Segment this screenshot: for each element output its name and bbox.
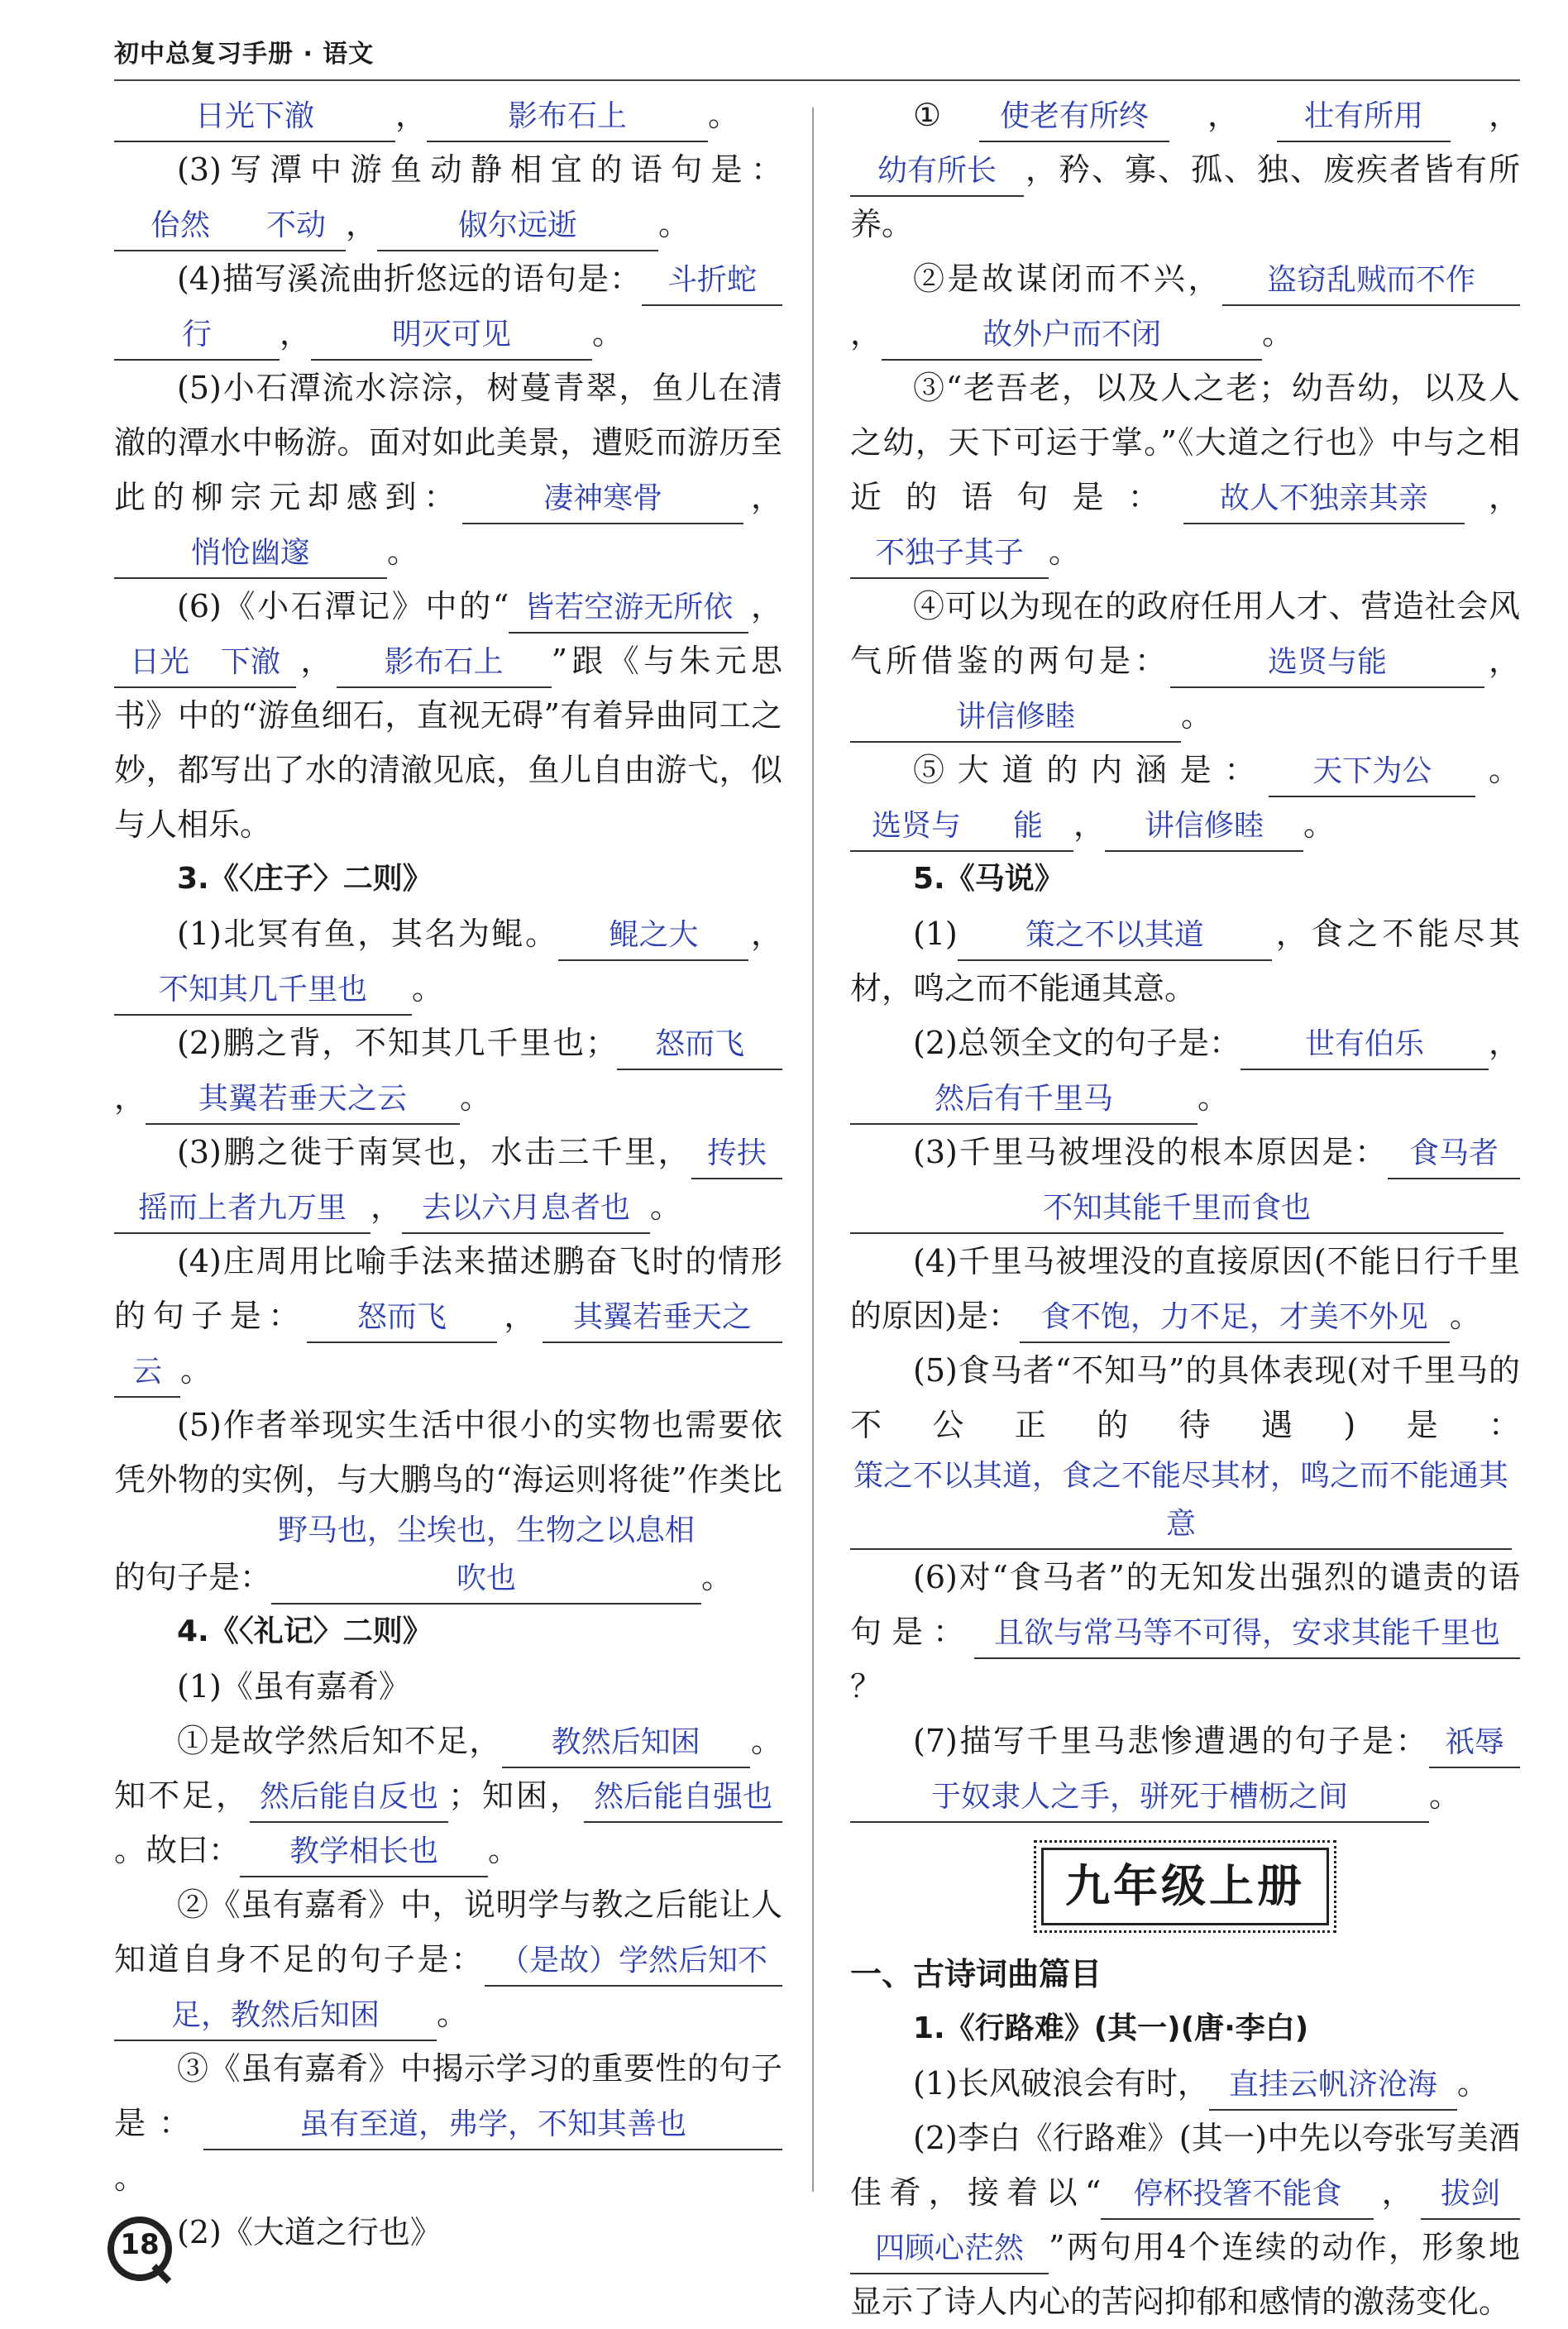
left-item-p6: (1)北冥有鱼，其名为鲲。 鲲之大 ，不知其几千里也 。 <box>114 906 782 1016</box>
right-item-q2: ②是故谋闭而不兴， 盗窃乱贼而不作， 故外户而不闭 。 <box>850 251 1520 361</box>
right-item-q8: (3)千里马被埋没的根本原因是： 食马者不知其能千里而食也 <box>850 1125 1520 1234</box>
answer-blank: 祇辱 <box>1429 1719 1520 1768</box>
left-item-p11: (1)《虽有嘉肴》 <box>177 1668 410 1705</box>
answer-blank: 日光 <box>114 638 205 688</box>
answer-blank: 选贤与 <box>850 802 982 852</box>
answer-blank: 悄怆幽邃 <box>114 529 387 579</box>
answer-blank: 壮有所用 <box>1277 93 1451 142</box>
answer-blank: 其翼若垂天之云 <box>146 1075 460 1125</box>
left-item-p14: ③《虽有嘉肴》中揭示学习的重要性的句子是： 虽有至道，弗学，不知其善也。 <box>114 2050 782 2196</box>
left-item-p15: (2)《大道之行也》 <box>177 2214 442 2250</box>
answer-blank: 拔剑 <box>1421 2170 1520 2220</box>
answer-blank: 然后有千里马 <box>850 1075 1198 1125</box>
answer-blank: 能 <box>982 802 1073 852</box>
answer-blank: 于奴隶人之手，骈死于槽枥之间 <box>850 1773 1429 1823</box>
answer-blank: 且欲与常马等不可得，安求其能千里也 <box>974 1609 1520 1659</box>
answer-blank: 凄神寒骨 <box>462 475 743 524</box>
answer-blank: 教然后知困 <box>502 1719 750 1768</box>
left-item-p5: (6)《小石潭记》中的“ 皆若空游无所依 ，日光 下澈 ， 影布石上 ”跟《与朱元思书》中的“游鱼细石，直视无碍”有着异曲同工之妙，都写出了水的清澈见底，鱼儿自由游弋，似与人相乐。 <box>114 579 782 852</box>
right-item-q7: (2)总领全文的句子是： 世有伯乐 ，然后有千里马 。 <box>850 1016 1520 1125</box>
answer-blank: 然后能自反也 <box>250 1773 448 1823</box>
section-heading: 1.《行路难》(其一)(唐·李白) <box>913 2011 1309 2045</box>
answer-blank: 不知其能千里而食也 <box>850 1184 1503 1234</box>
right-item-q13: (1)长风破浪会有时， 直挂云帆济沧海 。 <box>850 2056 1520 2111</box>
answer-blank: 食马者 <box>1388 1130 1520 1179</box>
answer-blank: 皆若空游无所依 <box>509 584 748 634</box>
right-item-q1: ① 使老有所终 ， 壮有所用 ，幼有所长 ，矜、寡、孤、独、废疾者皆有所养。 <box>850 88 1520 251</box>
left-item-p12: ①是故学然后知不足， 教然后知困 。知不足， 然后能自反也 ；知困， 然后能自强也。故曰： 教学相长也 。 <box>114 1714 782 1877</box>
category-heading: 一、古诗词曲篇目 <box>850 1956 1102 1992</box>
answer-blank: 其翼若垂天之 <box>543 1294 782 1343</box>
answer-blank: 使老有所终 <box>979 93 1169 142</box>
answer-blank: 策之不以其道，食之不能尽其材，鸣之而不能通其意 <box>850 1452 1512 1550</box>
answer-blank: 天下为公 <box>1269 748 1475 797</box>
answer-blank: 直挂云帆济沧海 <box>1209 2061 1457 2111</box>
left-item-p4: (5)小石潭流水淙淙，树蔓青翠，鱼儿在清澈的潭水中畅游。面对如此美景，遭贬而游历至此的柳宗元却感到： 凄神寒骨 ，悄怆幽邃 。 <box>114 361 782 579</box>
answer-blank: 不知其几千里也 <box>114 966 412 1016</box>
answer-blank: （是故）学然后知不 <box>485 1937 782 1987</box>
answer-blank: 幼有所长 <box>850 147 1024 197</box>
answer-blank: 斗折蛇 <box>642 256 782 306</box>
left-item-p10: (5)作者举现实生活中很小的实物也需要依凭外物的实例，与大鹏鸟的“海运则将徙”作类比的句子是：野马也，尘埃也，生物之以息相吹也 。 <box>114 1398 782 1604</box>
answer-blank: 影布石上 <box>427 93 708 142</box>
right-item-q6: (1) 策之不以其道 ，食之不能尽其材，鸣之而不能通其意。 <box>850 906 1520 1016</box>
answer-blank: 选贤与能 <box>1170 638 1484 688</box>
answer-blank: 俶尔远逝 <box>377 202 658 251</box>
left-item-p7: (2)鹏之背，不知其几千里也； 怒而飞， 其翼若垂天之云 。 <box>114 1016 782 1125</box>
right-item-q9: (4)千里马被埋没的直接原因(不能日行千里的原因)是： 食不饱，力不足，才美不外见 。 <box>850 1234 1520 1343</box>
right-item-q3: ③“老吾老，以及人之老；幼吾幼，以及人之幼，天下可运于掌。”《大道之行也》中与之相近的语句是： 故人不独亲其亲 ，不独子其子 。 <box>850 361 1520 579</box>
page-number: 18 <box>120 2228 160 2261</box>
answer-blank: 抟扶 <box>691 1130 782 1179</box>
left-item-p3: (4)描写溪流曲折悠远的语句是： 斗折蛇行 ， 明灭可见 。 <box>114 251 782 361</box>
header-title: 初中总复习手册 · 语文 <box>114 40 375 69</box>
answer-blank: 野马也，尘埃也，生物之以息相吹也 <box>271 1507 701 1604</box>
answer-blank: 鲲之大 <box>558 911 748 961</box>
header-rule <box>114 79 1520 81</box>
left-item-p8: (3)鹏之徙于南冥也，水击三千里， 抟扶摇而上者九万里 ， 去以六月息者也 。 <box>114 1125 782 1234</box>
answer-blank: 去以六月息者也 <box>402 1184 650 1234</box>
answer-blank: 然后能自强也 <box>584 1773 782 1823</box>
right-item-q12: (7)描写千里马悲惨遭遇的句子是： 祇辱于奴隶人之手，骈死于槽枥之间 。 <box>850 1714 1520 1823</box>
answer-blank: 足，教然后知困 <box>114 1992 437 2041</box>
section-heading: 5.《马说》 <box>913 862 1064 896</box>
page-number-badge <box>108 2217 174 2283</box>
section-heading: 4.《〈礼记〉二则》 <box>177 1614 433 1648</box>
answer-blank: 影布石上 <box>337 638 552 688</box>
answer-blank: 不动 <box>246 202 346 251</box>
answer-blank: 怒而飞 <box>617 1021 782 1070</box>
answer-blank: 怒而飞 <box>307 1294 497 1343</box>
answer-blank: 摇而上者九万里 <box>114 1184 370 1234</box>
answer-blank: 策之不以其道 <box>958 911 1272 961</box>
left-item-p9: (4)庄周用比喻手法来描述鹏奋飞时的情形的句子是： 怒而飞 ， 其翼若垂天之云 。 <box>114 1234 782 1398</box>
right-item-q10: (5)食马者“不知马”的具体表现(对千里马的不公正的待遇)是：策之不以其道，食之不能尽其材，鸣之而不能通其意 <box>850 1343 1520 1550</box>
answer-blank: 不独子其子 <box>850 529 1049 579</box>
left-column <box>114 88 782 2260</box>
answer-blank: 故外户而不闭 <box>882 311 1262 361</box>
right-item-q5: ⑤大道的内涵是： 天下为公 。选贤与 能 ， 讲信修睦 。 <box>850 743 1520 852</box>
answer-blank: 教学相长也 <box>240 1828 488 1877</box>
grade-banner-wrap <box>850 1848 1520 1925</box>
answer-blank: 四顾心茫然 <box>850 2225 1049 2274</box>
right-item-q14: (2)李白《行路难》(其一)中先以夸张写美酒佳肴，接着以“ 停杯投箸不能食 ， 拔剑四顾心茫然 ”两句用4个连续的动作，形象地显示了诗人内心的苦闷抑郁和感情的激荡变化。 <box>850 2120 1520 2320</box>
left-item-p1: 日光下澈 ， 影布石上 。 <box>114 88 782 142</box>
answer-blank: 食不饱，力不足，才美不外见 <box>1020 1294 1450 1343</box>
page-header <box>114 28 1520 86</box>
right-item-q4: ④可以为现在的政府任用人才、营造社会风气所借鉴的两句是： 选贤与能 ，讲信修睦 。 <box>850 579 1520 743</box>
answer-blank: 行 <box>114 311 280 361</box>
answer-blank: 停杯投箸不能食 <box>1101 2170 1374 2220</box>
column-divider <box>812 108 814 2192</box>
right-item-q11: (6)对“食马者”的无知发出强烈的谴责的语句是： 且欲与常马等不可得，安求其能千里也？ <box>850 1559 1520 1705</box>
answer-blank: 云 <box>114 1348 180 1398</box>
left-item-p2: (3)写潭中游鱼动静相宜的语句是：佁然 不动 ， 俶尔远逝 。 <box>114 142 782 251</box>
answer-blank: 日光下澈 <box>114 93 395 142</box>
answer-blank: 下澈 <box>205 638 296 688</box>
answer-blank: 讲信修睦 <box>850 693 1181 743</box>
left-item-p13: ②《虽有嘉肴》中，说明学与教之后能让人知道自身不足的句子是： （是故）学然后知不足，教然后知困 。 <box>114 1877 782 2041</box>
answer-blank: 故人不独亲其亲 <box>1183 475 1465 524</box>
answer-blank: 佁然 <box>114 202 246 251</box>
answer-blank: 明灭可见 <box>311 311 592 361</box>
answer-blank: 虽有至道，弗学，不知其善也 <box>203 2101 782 2150</box>
right-column <box>850 88 1520 2329</box>
section-heading: 3.《〈庄子〉二则》 <box>177 862 433 896</box>
answer-blank: 讲信修睦 <box>1105 802 1303 852</box>
answer-blank: 世有伯乐 <box>1241 1021 1489 1070</box>
answer-blank: 盗窃乱贼而不作 <box>1222 256 1520 306</box>
grade-banner: 九年级上册 <box>1041 1848 1329 1925</box>
